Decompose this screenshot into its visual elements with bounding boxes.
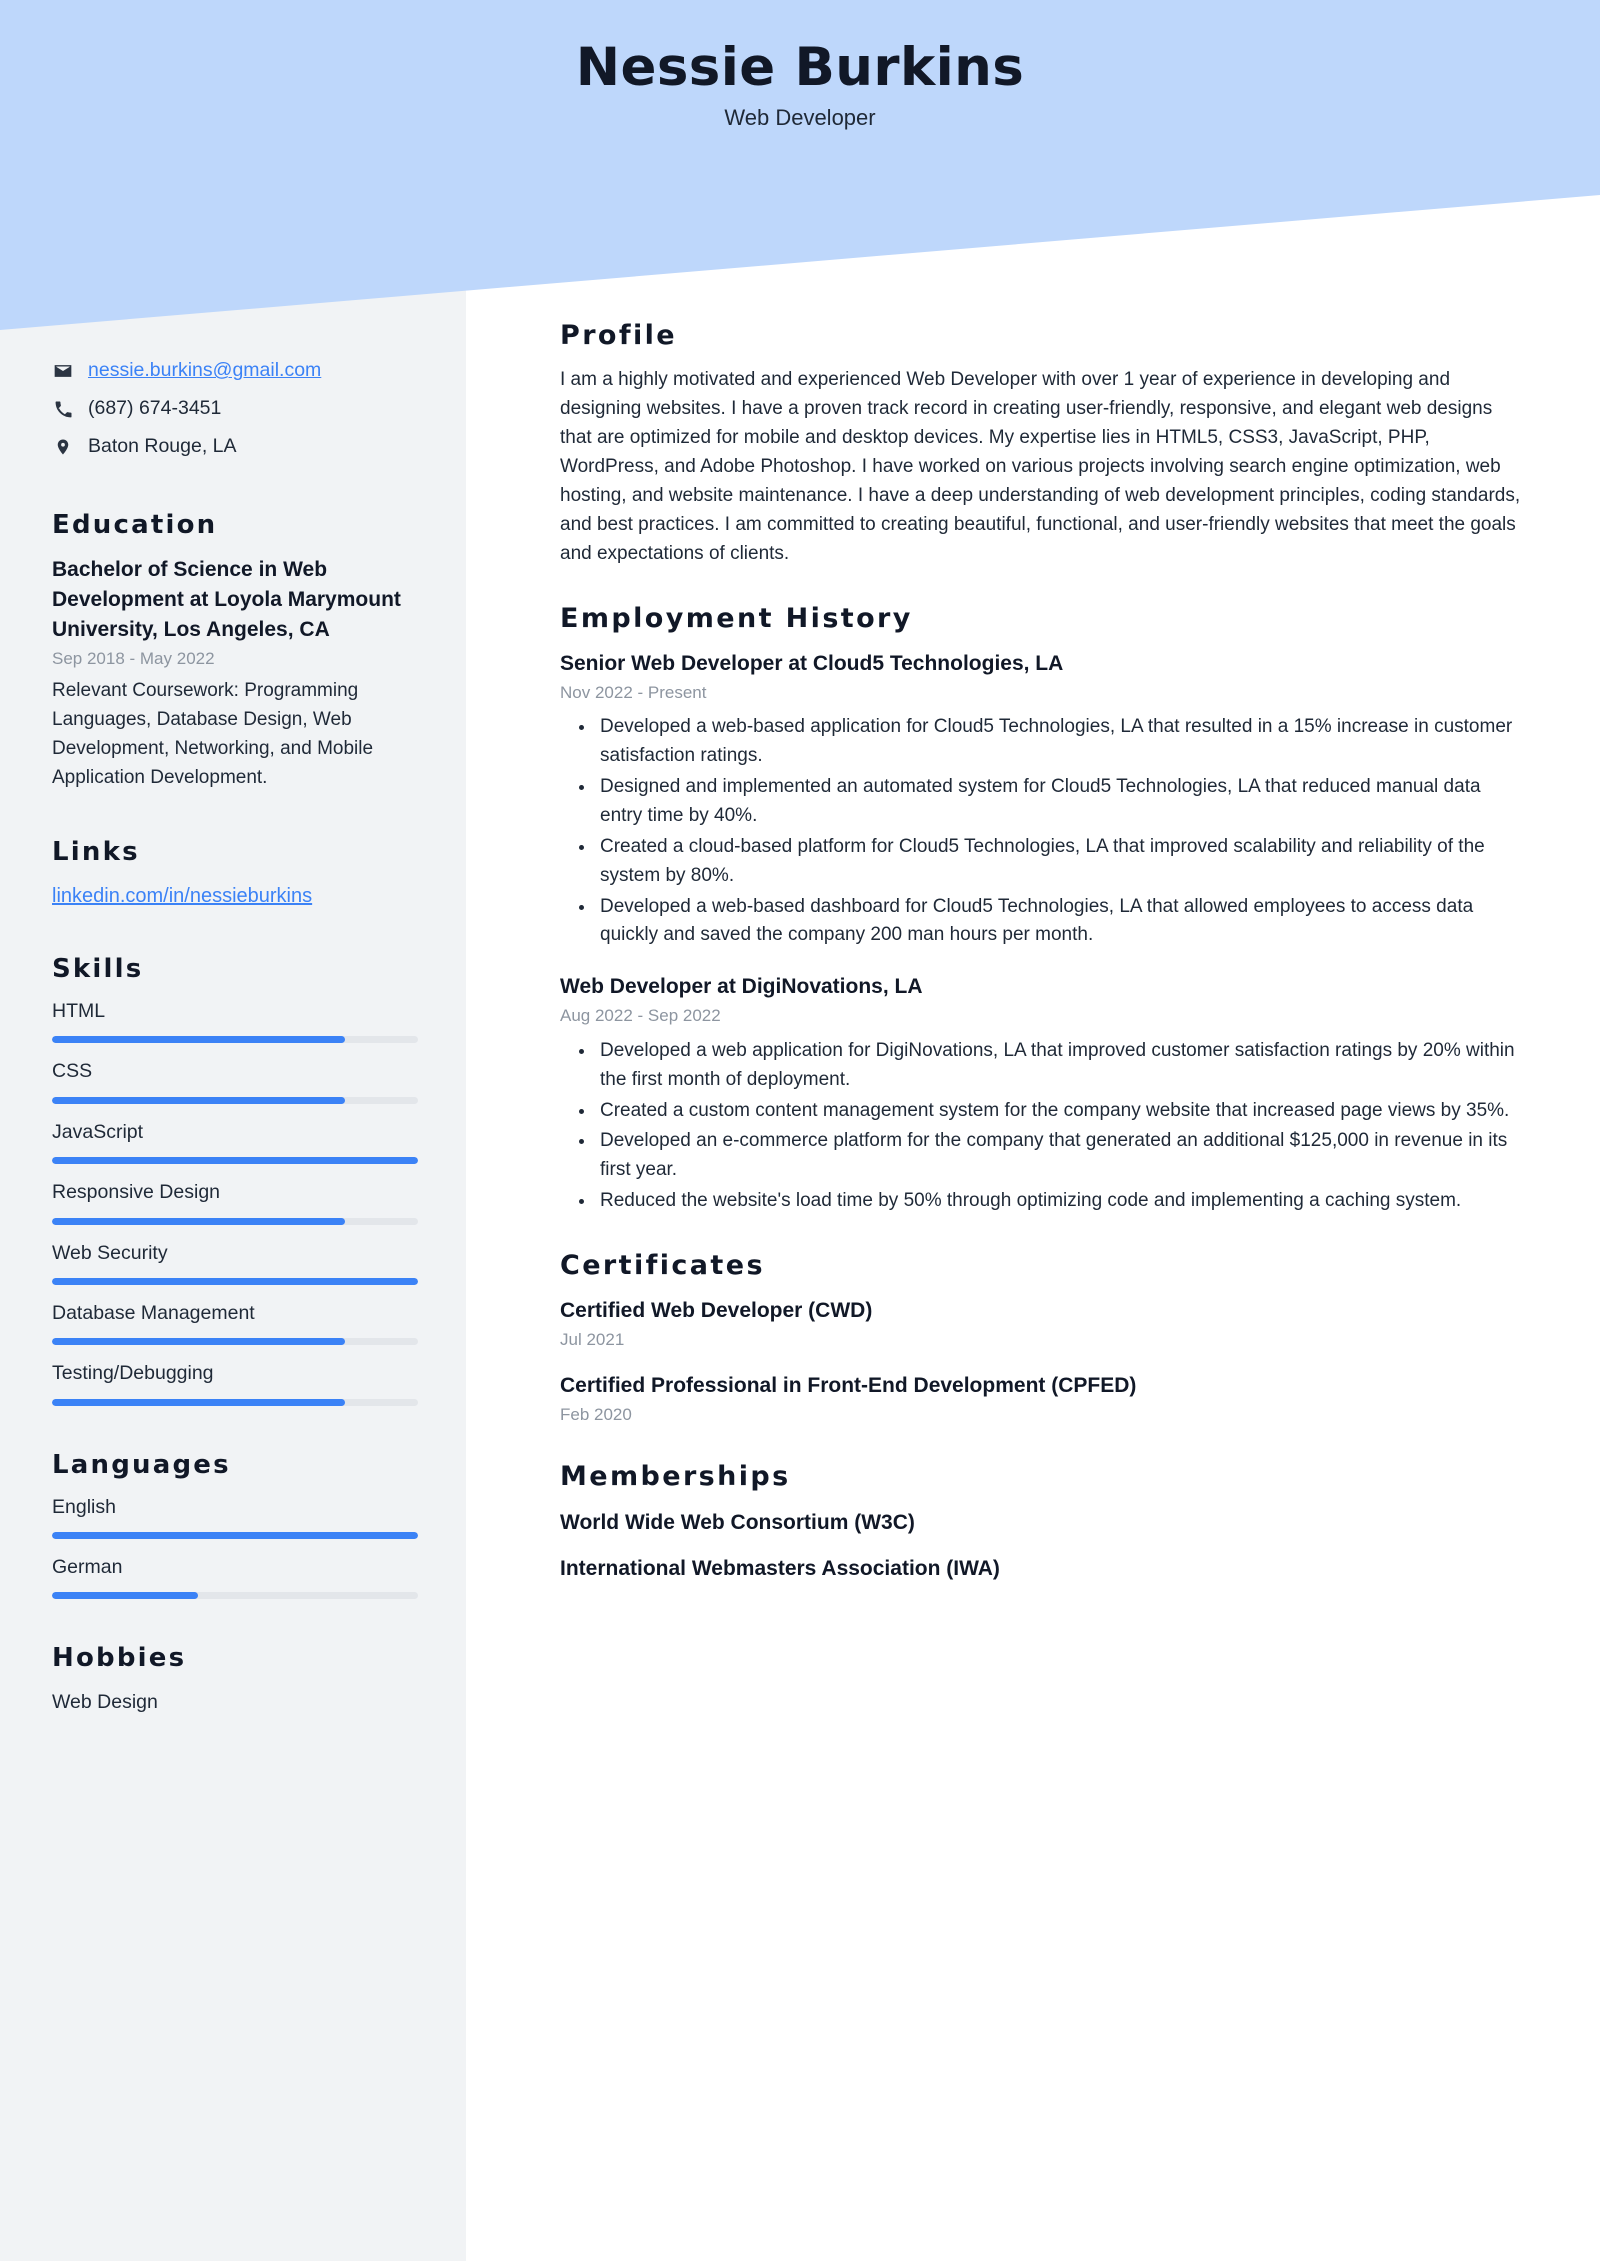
job-date: Aug 2022 - Sep 2022: [560, 1006, 721, 1026]
language-label: German: [52, 1556, 123, 1579]
section-languages: [52, 1450, 418, 1600]
contact-location-text: Baton Rouge, LA: [88, 435, 237, 458]
skill-label: Web Security: [52, 1241, 168, 1264]
skill-bar-fill: [52, 1097, 345, 1104]
certificate-entry: [560, 1371, 1524, 1427]
hobby-item: Web Design: [52, 1690, 158, 1713]
job-bullet: • Created a cloud-based platform for Cloud5 Technologies, LA that improved scalability and reliability of the system by 80%.: [596, 833, 1524, 891]
section-hobbies: [52, 1643, 418, 1715]
profile-heading: Profile: [560, 320, 678, 351]
education-heading: Education: [52, 510, 218, 540]
skill-item: [52, 1241, 418, 1285]
profile-text: I am a highly motivated and experienced Web Developer with over 1 year of experience in developing and designing websites. I have a proven track record in creating user-friendly, responsive, and elegant web designs that are optimized for mobile and desktop devices. My expertise lies in HTML5, CSS3, JavaScript, PHP, WordPress, and Adobe Photoshop. I have worked on various projects involving search engine optimization, web hosting, and website maintenance. I have a deep understanding of web development principles, coding standards, and best practices. I am committed to creating beautiful, functional, and user-friendly websites that meet the goals and expectations of clients.: [560, 369, 1521, 564]
link-item-linkedin[interactable]: linkedin.com/in/nessieburkins: [52, 884, 313, 907]
job-title: Web Developer at DigiNovations, LA: [560, 975, 923, 999]
contact-row-email[interactable]: [52, 352, 418, 390]
contact-list: [52, 352, 418, 466]
skill-bar-track: [52, 1218, 418, 1225]
skill-item: [52, 1120, 418, 1164]
skill-bar-track: [52, 1036, 418, 1043]
section-employment-history: [560, 603, 1524, 1217]
skill-item: [52, 1301, 418, 1345]
skill-bar-track: [52, 1399, 418, 1406]
job-date: Nov 2022 - Present: [560, 682, 707, 702]
skill-bar-track: [52, 1157, 418, 1164]
certificate-title: Certified Professional in Front-End Development (CPFED): [560, 1373, 1137, 1397]
contact-row-phone: [52, 390, 418, 428]
skill-bar-fill: [52, 1218, 345, 1225]
skill-bar-fill: [52, 1278, 418, 1285]
resume-header: [0, 38, 1600, 132]
skill-bar-track: [52, 1338, 418, 1345]
education-description: Relevant Coursework: Programming Languages, Database Design, Web Development, Networking, and Mobile Application Development.: [52, 680, 374, 788]
candidate-name: Nessie Burkins: [575, 37, 1025, 98]
language-bar-track: [52, 1532, 418, 1539]
section-memberships: [560, 1461, 1524, 1583]
job-bullet: • Created a custom content management system for the company website that increased page views by 35%.: [596, 1097, 1524, 1126]
certificate-entry: [560, 1296, 1524, 1352]
certificates-heading: Certificates: [560, 1250, 765, 1282]
membership-title: International Webmasters Association (IWA): [560, 1556, 1000, 1580]
contact-phone-text: (687) 674-3451: [88, 397, 222, 420]
skills-heading: Skills: [52, 953, 144, 984]
job-bullet-list: [560, 1037, 1524, 1216]
job-bullet: • Developed an e-commerce platform for the company that generated an additional $125,000 in revenue in its first year.: [596, 1127, 1524, 1185]
links-heading: Links: [52, 836, 140, 867]
employment-heading: Employment History: [560, 602, 913, 634]
section-education: [52, 510, 418, 793]
job-bullet: • Developed a web-based application for Cloud5 Technologies, LA that resulted in a 15% increase in customer satisfaction ratings.: [596, 713, 1524, 771]
job-bullet: • Developed a web application for DigiNovations, LA that improved customer satisfaction ratings by 20% within the first month of deployment.: [596, 1037, 1524, 1095]
section-profile: [560, 320, 1524, 569]
section-links: [52, 837, 418, 910]
skill-bar-fill: [52, 1338, 345, 1345]
contact-row-location: [52, 428, 418, 466]
section-skills: [52, 954, 418, 1406]
language-bar-track: [52, 1592, 418, 1599]
certificate-date: Jul 2021: [560, 1330, 625, 1350]
employment-entry: [560, 972, 1524, 1216]
job-bullet-list: [560, 713, 1524, 950]
languages-heading: Languages: [52, 1449, 231, 1480]
certificate-date: Feb 2020: [560, 1404, 632, 1424]
memberships-heading: Memberships: [560, 1461, 791, 1493]
skill-bar-track: [52, 1097, 418, 1104]
envelope-icon: [52, 361, 74, 381]
skill-item: [52, 999, 418, 1043]
sidebar: [0, 330, 466, 1755]
job-bullet: • Reduced the website's load time by 50% through optimizing code and implementing a caching system.: [596, 1187, 1524, 1216]
skill-item: [52, 1180, 418, 1224]
hobbies-heading: Hobbies: [52, 1643, 187, 1674]
language-item: [52, 1555, 418, 1599]
skill-label: HTML: [52, 1000, 106, 1023]
education-date: Sep 2018 - May 2022: [52, 648, 215, 668]
language-item: [52, 1495, 418, 1539]
certificate-title: Certified Web Developer (CWD): [560, 1299, 873, 1323]
skill-item: [52, 1361, 418, 1405]
skill-bar-fill: [52, 1399, 345, 1406]
language-bar-fill: [52, 1532, 418, 1539]
skill-label: Testing/Debugging: [52, 1362, 214, 1385]
skill-bar-fill: [52, 1036, 345, 1043]
job-title: Senior Web Developer at Cloud5 Technologies, LA: [560, 651, 1064, 675]
membership-title: World Wide Web Consortium (W3C): [560, 1510, 915, 1534]
phone-icon: [52, 400, 74, 419]
membership-entry: [560, 1508, 1524, 1538]
skill-label: Database Management: [52, 1301, 255, 1324]
employment-entry: [560, 649, 1524, 950]
skill-label: JavaScript: [52, 1120, 144, 1143]
skill-label: Responsive Design: [52, 1181, 221, 1204]
job-bullet: • Designed and implemented an automated system for Cloud5 Technologies, LA that reduced manual data entry time by 40%.: [596, 773, 1524, 831]
job-bullet: • Developed a web-based dashboard for Cloud5 Technologies, LA that allowed employees to access data quickly and saved the company 200 man hours per month.: [596, 893, 1524, 951]
skill-bar-fill: [52, 1157, 418, 1164]
language-label: English: [52, 1495, 116, 1518]
candidate-job-title: Web Developer: [724, 105, 876, 131]
skill-item: [52, 1059, 418, 1103]
skill-bar-track: [52, 1278, 418, 1285]
section-certificates: [560, 1250, 1524, 1427]
skill-label: CSS: [52, 1060, 93, 1083]
map-pin-icon: [52, 437, 74, 457]
language-bar-fill: [52, 1592, 198, 1599]
contact-email-link[interactable]: nessie.burkins@gmail.com: [88, 359, 322, 382]
education-degree: Bachelor of Science in Web Development at Loyola Marymount University, Los Angeles, CA: [52, 558, 401, 641]
main-column: [466, 300, 1600, 1657]
membership-entry: [560, 1554, 1524, 1584]
